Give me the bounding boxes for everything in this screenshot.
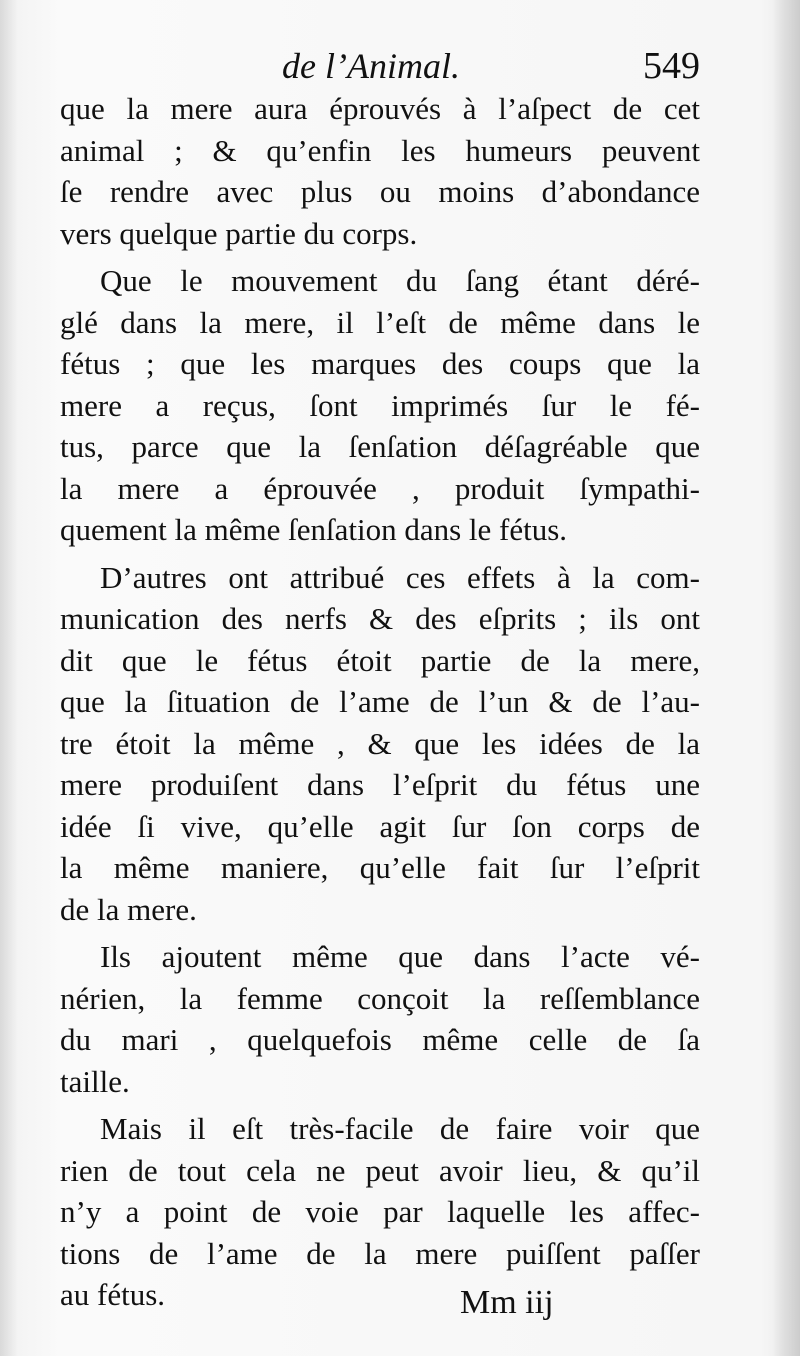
text-line: que la ſituation de l’ame de l’un & de l’au- xyxy=(60,684,700,719)
text-line: n’y a point de voie par laquelle les affec- xyxy=(60,1194,700,1229)
page-header xyxy=(60,40,700,92)
text-line: glé dans la mere, il l’eſt de même dans le xyxy=(60,304,700,340)
text-line: rien de tout cela ne peut avoir lieu, & qu’il xyxy=(60,1152,700,1188)
text-line: idée ſi vive, qu’elle agit ſur ſon corps de xyxy=(60,808,700,844)
paragraph xyxy=(60,88,700,254)
text-line: que la mere aura éprouvés à l’aſpect de cet xyxy=(60,91,700,126)
page-number: 549 xyxy=(643,45,700,87)
text-line: au fétus. xyxy=(60,1277,166,1312)
text-line: munication des nerfs & des eſprits ; ils ont xyxy=(60,601,700,636)
text-line: tre étoit la même , & que les idées de la xyxy=(60,725,700,761)
text-line: taille. xyxy=(60,1063,130,1099)
text-line: du mari , quelquefois même celle de ſa xyxy=(60,1022,700,1057)
text-line: tus, parce que la ſenſation déſagréable que xyxy=(60,429,700,464)
text-line: Ils ajoutent même que dans l’acte vé- xyxy=(100,939,700,974)
paragraph xyxy=(60,260,700,551)
text-line: la même maniere, qu’elle fait ſur l’eſprit xyxy=(60,850,700,885)
page-body xyxy=(60,88,700,1322)
text-line: ſe rendre avec plus ou moins d’abondance xyxy=(60,174,700,209)
text-line: Mais il eſt très-facile de faire voir que xyxy=(100,1111,700,1146)
paragraph xyxy=(60,936,700,1102)
signature-mark: Mm iij xyxy=(460,1284,554,1321)
text-line: la mere a éprouvée , produit ſympathi- xyxy=(60,470,700,506)
text-line: mere produiſent dans l’eſprit du fétus une xyxy=(60,767,700,802)
text-line: tions de l’ame de la mere puiſſent paſſer xyxy=(60,1235,700,1271)
text-line: vers quelque partie du corps. xyxy=(60,215,418,251)
text-line: dit que le fétus étoit partie de la mere, xyxy=(60,642,700,678)
text-line: nérien, la femme conçoit la reſſemblance xyxy=(60,980,700,1016)
text-line: D’autres ont attribué ces effets à la com- xyxy=(100,559,700,595)
text-line: fétus ; que les marques des coups que la xyxy=(60,346,700,381)
text-line: quement la même ſenſation dans le fétus. xyxy=(60,512,568,547)
text-line: Que le mouvement du ſang étant déré- xyxy=(100,263,700,298)
paragraph xyxy=(60,1108,700,1316)
text-line: animal ; & qu’enfin les humeurs peuvent xyxy=(60,132,700,168)
paragraph xyxy=(60,557,700,931)
text-line: de la mere. xyxy=(60,891,197,927)
text-line: mere a reçus, ſont imprimés ſur le fé- xyxy=(60,387,700,423)
page-edge-shadow xyxy=(772,0,800,1356)
running-title: de l’Animal. xyxy=(282,46,460,86)
